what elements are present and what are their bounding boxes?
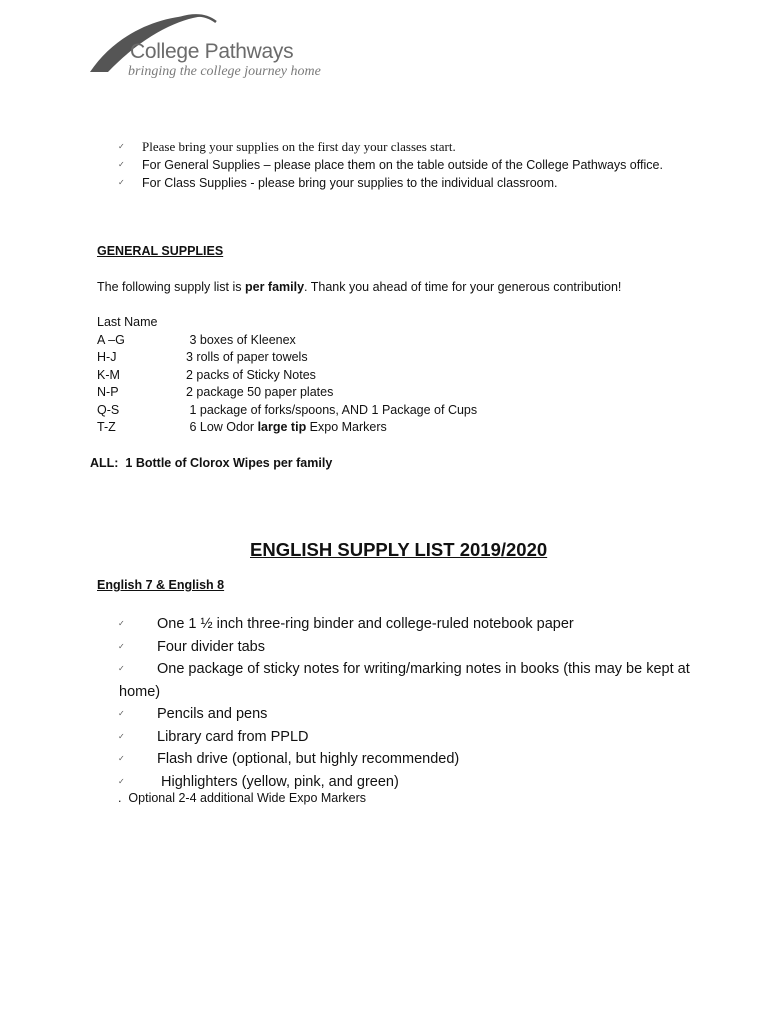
general-supplies-heading: GENERAL SUPPLIES — [97, 244, 224, 258]
item-text: Library card from PPLD — [157, 728, 309, 745]
english-supply-title: ENGLISH SUPPLY LIST 2019/2020 — [250, 539, 548, 560]
college-pathways-logo — [88, 10, 321, 90]
note-emphasis: per family — [244, 280, 305, 294]
english-supply-list — [118, 613, 718, 793]
list-item — [118, 771, 718, 794]
optional-expo-markers: . Optional 2-4 additional Wide Expo Markers — [118, 791, 367, 805]
name-range: H-J — [97, 350, 117, 364]
supply-item: 3 rolls of paper towels — [186, 350, 308, 364]
name-range: T-Z — [97, 420, 116, 434]
item-text: home) — [119, 683, 161, 700]
supply-item-text: 6 Low Odor — [186, 420, 258, 434]
english-subheading: English 7 & English 8 — [97, 578, 225, 592]
item-text: Flash drive (optional, but highly recommended) — [157, 751, 460, 767]
list-item — [118, 726, 718, 749]
per-family-note — [97, 280, 621, 294]
name-range: N-P — [97, 385, 119, 399]
all-families-note: ALL: 1 Bottle of Clorox Wipes per family — [90, 456, 333, 470]
list-item — [118, 636, 718, 659]
list-item — [118, 613, 718, 636]
supply-item: 1 package of forks/spoons, AND 1 Package of Cups — [186, 402, 478, 417]
note-text: . Thank you ahead of time for your generous contribution! — [304, 280, 622, 294]
check-bullet-icon: ✓ — [118, 664, 125, 673]
intro-bullet-list — [118, 138, 663, 192]
item-text: Pencils and pens — [157, 706, 268, 722]
check-bullet-icon: ✓ — [118, 731, 125, 741]
check-bullet-icon: ✓ — [118, 178, 125, 187]
item-text: Four divider tabs — [157, 638, 265, 655]
check-bullet-icon: ✓ — [118, 709, 125, 718]
supply-item — [186, 419, 387, 437]
list-item — [118, 703, 718, 726]
item-text: One package of sticky notes for writing/marking notes in books (this may be kept at — [157, 661, 690, 677]
last-name-header: Last Name — [97, 315, 158, 329]
supply-item: 2 packs of Sticky Notes — [186, 367, 316, 382]
supply-item: 3 boxes of Kleenex — [186, 332, 296, 347]
check-bullet-icon: ✓ — [118, 619, 125, 628]
list-item-continuation — [119, 681, 718, 704]
logo-tagline: bringing the college journey home — [128, 64, 321, 79]
name-range: K-M — [97, 367, 120, 382]
list-item — [118, 138, 663, 156]
item-text: One 1 ½ inch three-ring binder and college-ruled notebook paper — [157, 616, 574, 632]
check-bullet-icon: ✓ — [118, 776, 125, 786]
check-bullet-icon: ✓ — [118, 754, 125, 763]
bullet-text: Please bring your supplies on the first day your classes start. — [142, 139, 456, 154]
bullet-text: For Class Supplies - please bring your supplies to the individual classroom. — [142, 176, 558, 190]
name-range: A –G — [97, 332, 125, 347]
supply-item-text: Expo Markers — [306, 420, 387, 434]
list-item — [118, 174, 663, 192]
check-bullet-icon: ✓ — [118, 160, 125, 169]
check-bullet-icon: ✓ — [118, 142, 125, 151]
supply-item-emphasis: large tip — [257, 420, 307, 434]
item-text: Highlighters (yellow, pink, and green) — [157, 773, 399, 790]
logo-name: College Pathways — [130, 40, 294, 63]
check-bullet-icon: ✓ — [118, 641, 125, 651]
list-item — [118, 658, 718, 681]
list-item — [118, 748, 718, 771]
name-range: Q-S — [97, 402, 120, 417]
supply-item: 2 package 50 paper plates — [186, 385, 334, 399]
list-item — [118, 156, 663, 174]
bullet-text: For General Supplies – please place them on the table outside of the College Pathways office. — [142, 158, 663, 172]
note-text: The following supply list is — [97, 280, 245, 294]
